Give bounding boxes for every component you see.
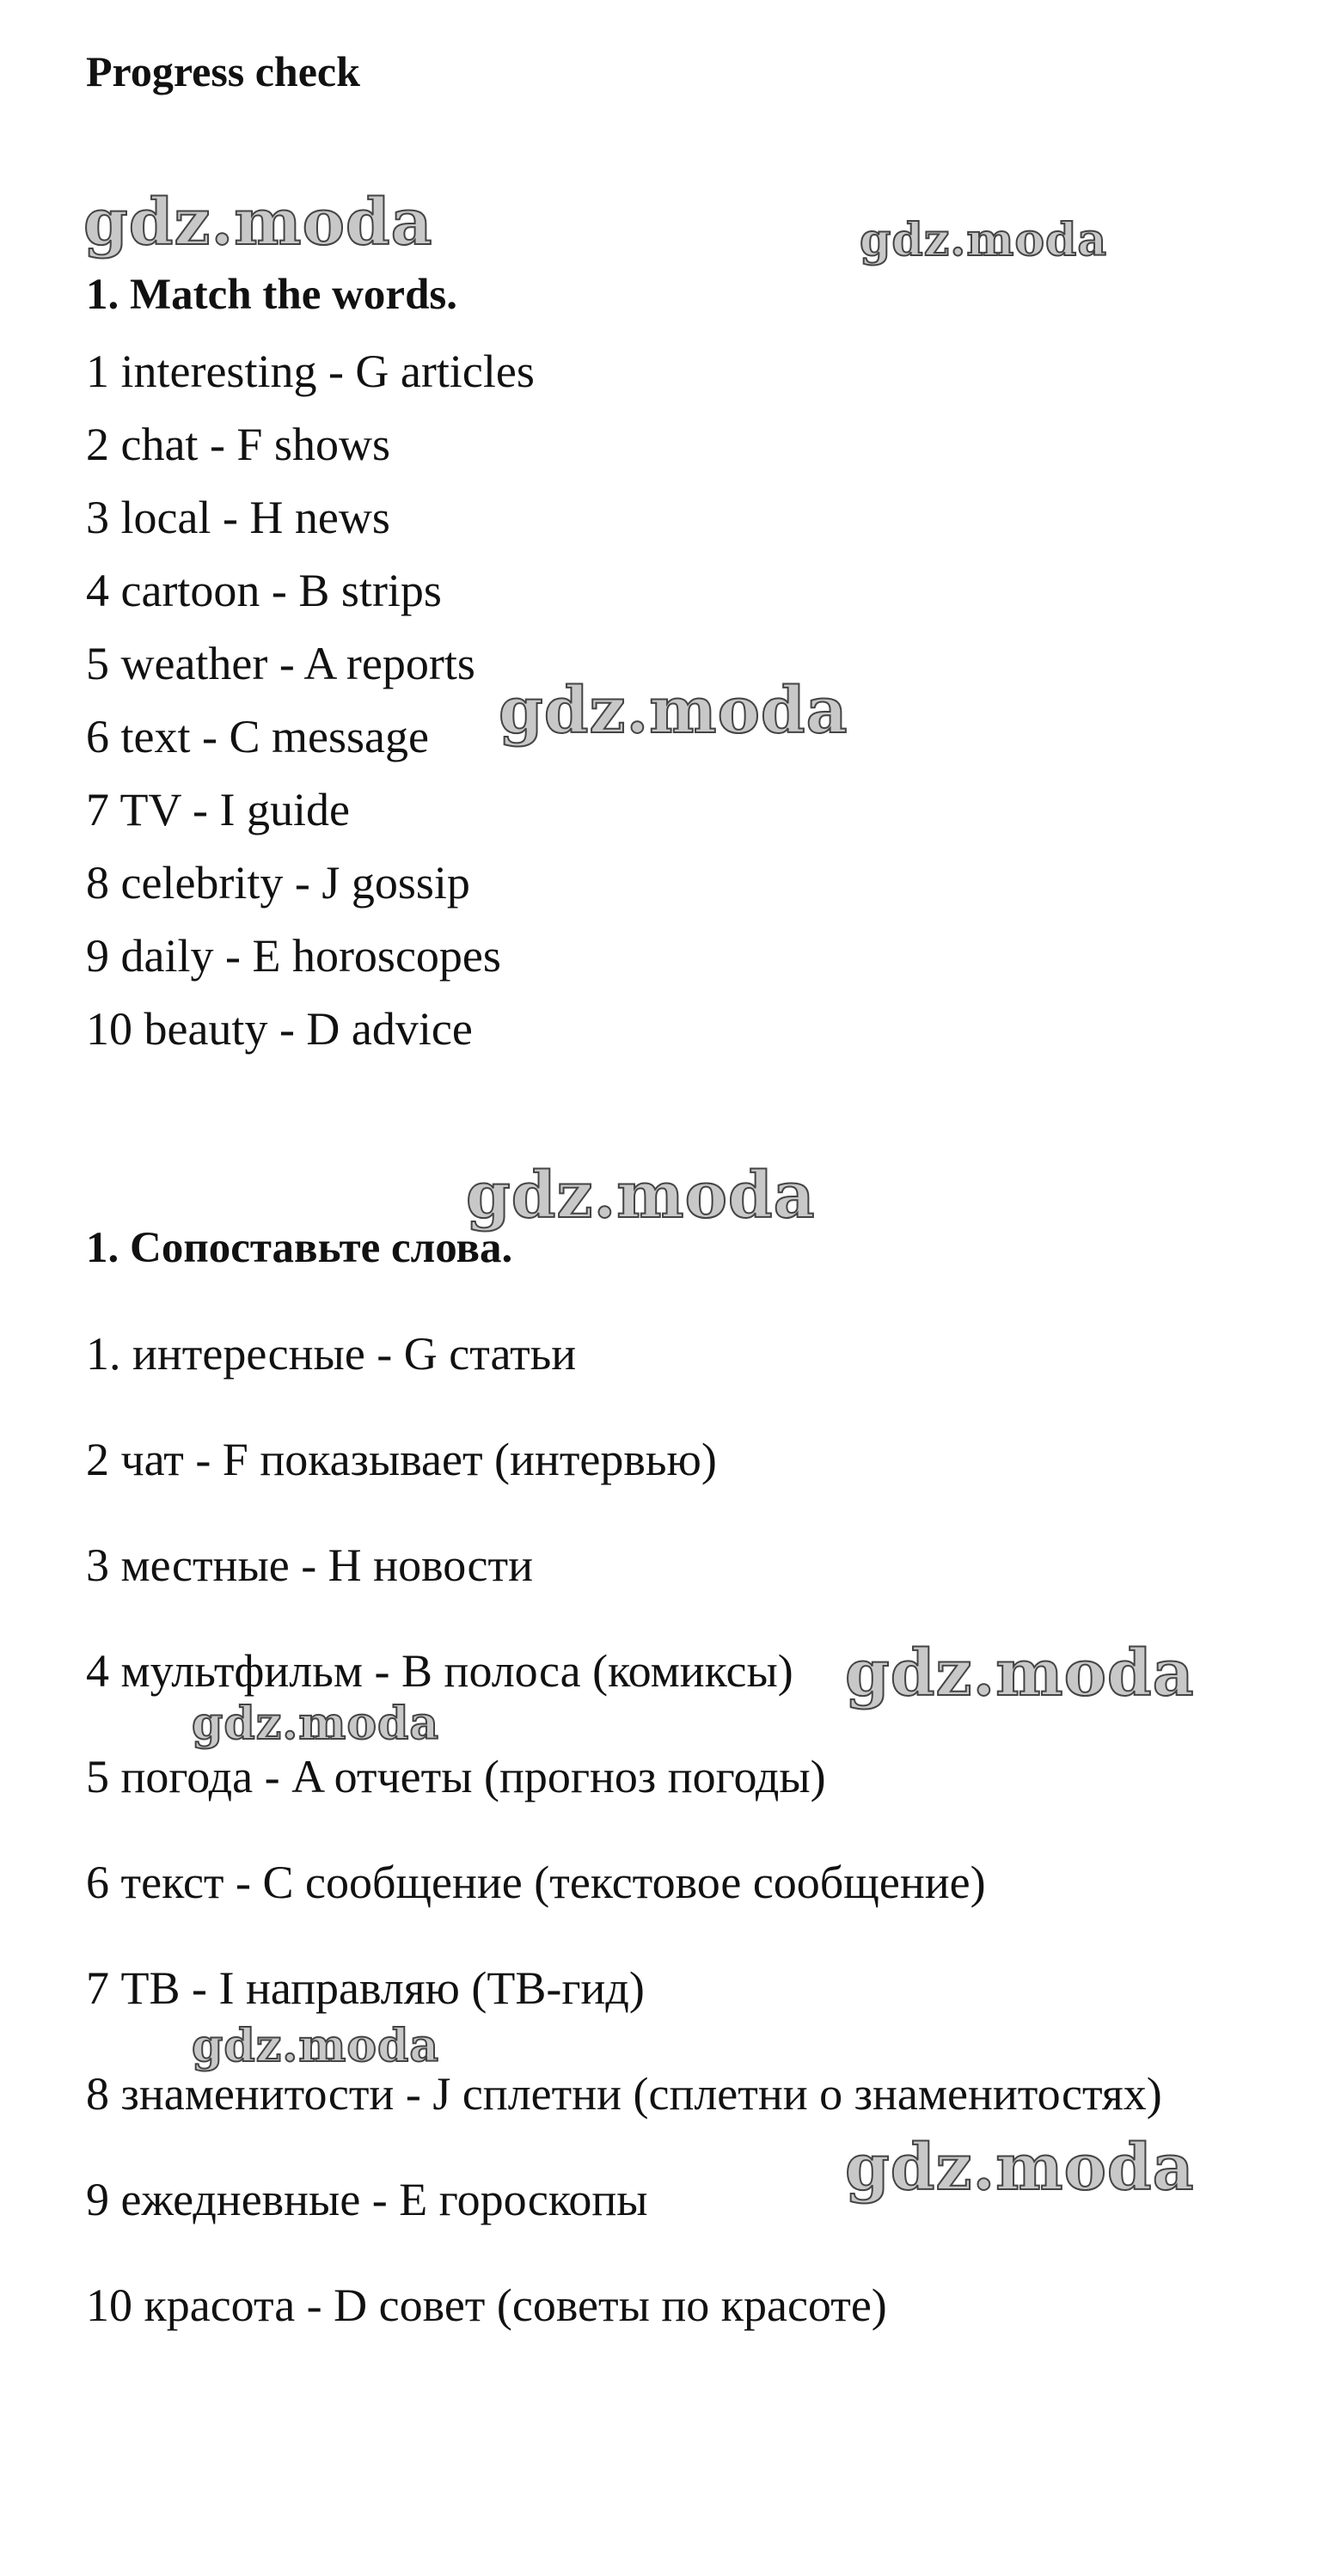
russian-item-8: 8 знаменитости - J сплетни (сплетни о знаменитостях) bbox=[86, 2068, 1162, 2120]
english-item-1: 1 interesting - G articles bbox=[86, 346, 535, 397]
english-item-10: 10 beauty - D advice bbox=[86, 1003, 473, 1055]
russian-item-9: 9 ежедневные - E гороскопы bbox=[86, 2174, 648, 2225]
watermark-logo: gdz.moda bbox=[860, 214, 1108, 266]
watermark-logo: gdz.moda bbox=[845, 2131, 1195, 2205]
russian-item-6: 6 текст - C сообщение (текстовое сообщение) bbox=[86, 1857, 986, 1908]
watermark-logo: gdz.moda bbox=[83, 186, 433, 260]
english-item-5: 5 weather - A reports bbox=[86, 638, 475, 689]
russian-item-4: 4 мультфильм - B полоса (комиксы) bbox=[86, 1645, 793, 1697]
watermark-logo: gdz.moda bbox=[466, 1159, 816, 1233]
english-item-8: 8 celebrity - J gossip bbox=[86, 857, 470, 909]
english-item-7: 7 TV - I guide bbox=[86, 784, 350, 835]
russian-item-2: 2 чат - F показывает (интервью) bbox=[86, 1434, 717, 1485]
watermark-logo: gdz.moda bbox=[845, 1637, 1195, 1710]
russian-heading: 1. Сопоставьте слова. bbox=[86, 1224, 513, 1272]
russian-item-5: 5 погода - A отчеты (прогноз погоды) bbox=[86, 1751, 826, 1802]
russian-item-1: 1. интересные - G статьи bbox=[86, 1328, 577, 1380]
russian-item-3: 3 местные - H новости bbox=[86, 1539, 534, 1591]
english-heading: 1. Match the words. bbox=[86, 271, 458, 319]
russian-item-10: 10 красота - D совет (советы по красоте) bbox=[86, 2279, 887, 2331]
english-item-4: 4 cartoon - B strips bbox=[86, 565, 442, 616]
page-title: Progress check bbox=[86, 47, 360, 95]
watermark-logo: gdz.moda bbox=[192, 2020, 440, 2072]
english-item-2: 2 chat - F shows bbox=[86, 419, 390, 470]
watermark-logo: gdz.moda bbox=[192, 1698, 440, 1750]
english-item-6: 6 text - C message bbox=[86, 711, 429, 762]
watermark-logo: gdz.moda bbox=[499, 674, 848, 748]
english-item-3: 3 local - H news bbox=[86, 492, 390, 543]
russian-item-7: 7 ТВ - I направляю (ТВ-гид) bbox=[86, 1962, 645, 2014]
english-item-9: 9 daily - E horoscopes bbox=[86, 930, 501, 982]
